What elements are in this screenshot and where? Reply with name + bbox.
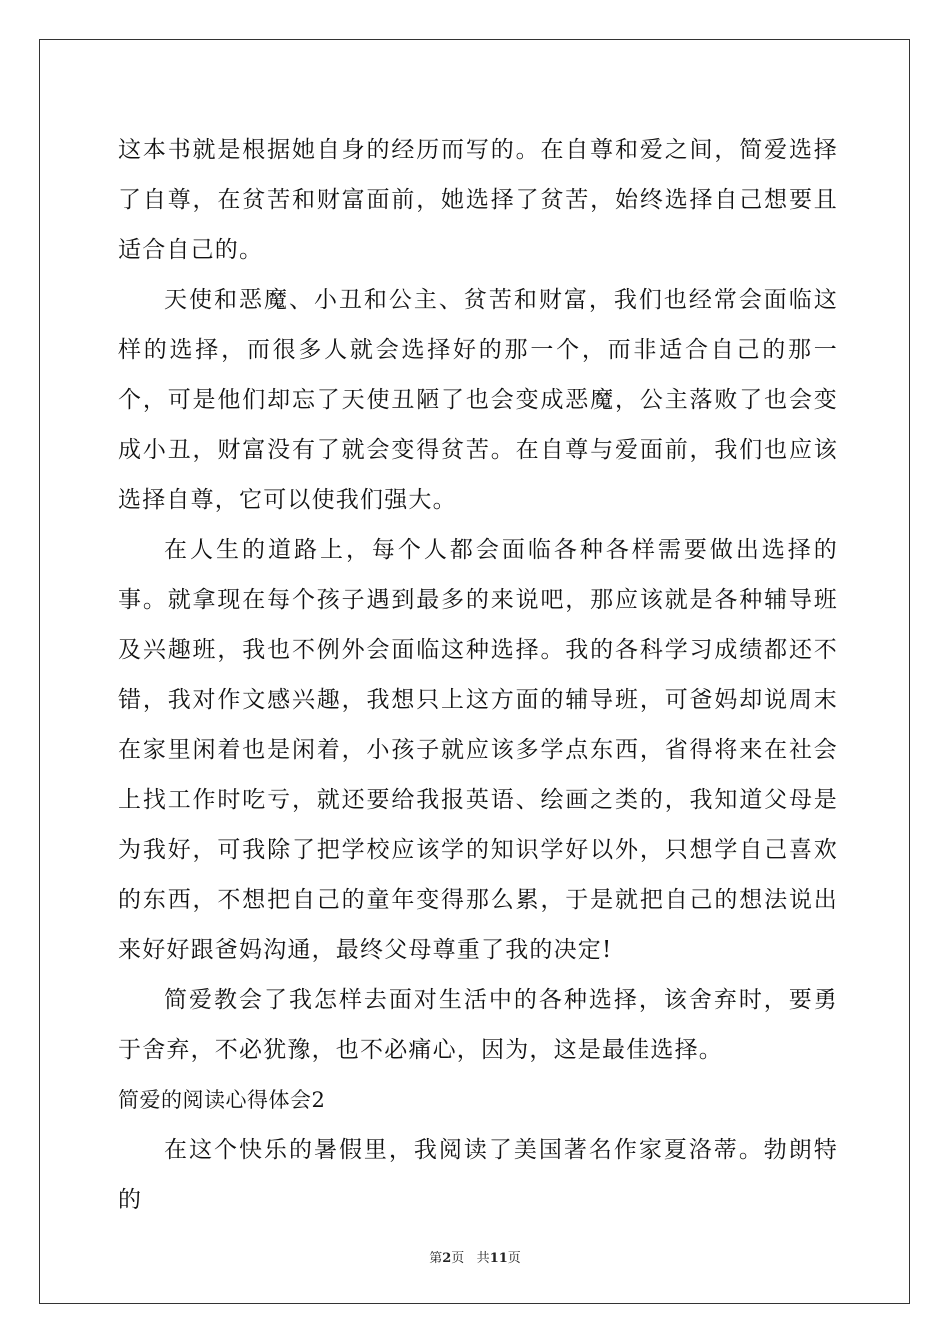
page-footer xyxy=(0,1247,950,1266)
paragraph-2: 天使和恶魔、小丑和公主、贫苦和财富，我们也经常会面临这样的选择，而很多人就会选择好的那一个，而非适合自己的那一个，可是他们却忘了天使丑陋了也会变成恶魔，公主落败了也会变成小丑，财富没有了就会变得贫苦。在自尊与爱面前，我们也应该选择自尊，它可以使我们强大。 xyxy=(118,287,838,513)
section-first-paragraph: 在这个快乐的暑假里，我阅读了美国著名作家夏洛蒂。勃朗特的 xyxy=(118,1137,838,1213)
document-body xyxy=(118,125,838,1225)
section-heading: 简爱的阅读心得体会2 xyxy=(118,1088,326,1112)
paragraph-4: 简爱教会了我怎样去面对生活中的各种选择，该舍弃时，要勇于舍弃，不必犹豫，也不必痛心，因为，这是最佳选择。 xyxy=(118,987,838,1063)
total-suffix: 页 xyxy=(507,1251,521,1266)
page-label-prefix: 第 xyxy=(429,1251,443,1266)
page-label-suffix: 页 xyxy=(451,1251,465,1266)
paragraph-3: 在人生的道路上，每个人都会面临各种各样需要做出选择的事。就拿现在每个孩子遇到最多的来说吧，那应该就是各种辅导班及兴趣班，我也不例外会面临这种选择。我的各科学习成绩都还不错，我对作文感兴趣，我想只上这方面的辅导班，可爸妈却说周末在家里闲着也是闲着，小孩子就应该多学点东西，省得将来在社会上找工作时吃亏，就还要给我报英语、绘画之类的，我知道父母是为我好，可我除了把学校应该学的知识学好以外，只想学自己喜欢的东西，不想把自己的童年变得那么累，于是就把自己的想法说出来好好跟爸妈沟通，最终父母尊重了我的决定! xyxy=(118,537,838,963)
page-number: 2 xyxy=(442,1251,452,1266)
paragraph-1: 这本书就是根据她自身的经历而写的。在自尊和爱之间，简爱选择了自尊，在贫苦和财富面前，她选择了贫苦，始终选择自己想要且适合自己的。 xyxy=(118,137,838,263)
total-pages: 11 xyxy=(489,1251,508,1266)
total-prefix: 共 xyxy=(476,1251,490,1266)
